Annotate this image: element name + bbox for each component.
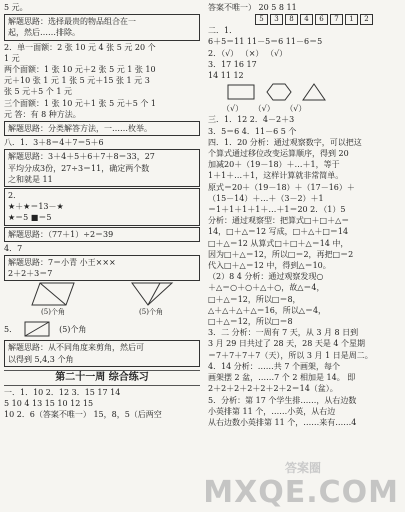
text-line: 1 元 [4,53,20,63]
text-line: 3．17 16 17 [208,59,257,69]
section-header [4,370,200,384]
number-box-row [208,13,402,25]
text-line: 2＋2＋2＋2＋2＋2＋2＝14（盆）。 [208,384,338,394]
right-column [208,2,402,428]
watermark-logo: MXQE.COM [203,475,399,510]
parallelogram-figure [30,281,76,307]
text-line: 二．1． [208,26,238,36]
solution-box [4,121,200,136]
figure-label: (5)个角 [139,308,163,317]
text-line: ★＋★＝13－★ [8,202,64,212]
figure-cut-parallelogram [30,281,76,317]
text-line: 三个面额：1 张 10 元＋1 张 5 元＋5 个 1 [4,98,156,108]
text-line: 10 2．6（答案不唯一） 15，8，5（后两空 [4,410,162,420]
text-line: 2．单一面额：2 张 10 元 4 张 5 元 20 个 [4,42,156,52]
figure-label: (5)个角 [59,324,87,334]
shape-row [226,81,402,103]
text-line: □＋△＝12，所以□＝8 [208,317,293,327]
text-line: 代入□＋△＝12 中，得到△＝10。 [208,261,331,271]
text-line: 14，□＋△＝12 写成，□＋△＋□＝14 [208,227,349,237]
text-line: 原式＝20＋（19－18）＋（17－16）＋ [208,182,355,192]
figure-number: 5． [4,324,18,334]
number-box: 5 [255,14,268,25]
number-box: 7 [330,14,343,25]
text-line: 一．1．10 2．12 3．15 17 14 [4,387,121,397]
text-line: 2＋2＋3＝7 [8,269,53,279]
number-box: 3 [270,14,283,25]
text-line: ★＝5 ■＝5 [8,213,52,223]
text-line: 1＋1＋…＋1，这样计算就非常简单。 [208,171,344,181]
text-line: 因为□＋△＝12，所以□＝2，再把□＝2 [208,249,354,259]
text-line: 三．1．12 2．4－2＋3 [208,115,295,125]
text-line: 平均分成3份，27÷3＝11，确定两个数 [8,163,150,173]
text-line: □＋△＝12 从算式□＋□＋△＝14 中， [208,238,349,248]
text-line: 5．分析：第 17 个学生排……，从右边数 [208,395,357,405]
solution-box [4,149,200,187]
text-line: 起，然后……排除。 [8,28,80,38]
text-line: 4．7 [4,243,23,253]
text-line: 3．5＝6 4．11－6 5 个 [208,126,297,136]
figure-cut-triangle [128,281,174,317]
text-line: 5 元。 [4,3,28,12]
number-box: 6 [315,14,328,25]
text-line: 个算式通过移位改变运算顺序，得到 20 [208,149,349,159]
text-line: 四．1．20 分析：通过观察数字，可以把这 [208,137,362,147]
figure-row [4,283,200,317]
text-line: ＝1＋1＋1＋1＋…＋1＝20 2．（1）5 [208,205,346,215]
text-line: 八．1．3＋8＝4＋7＝5＋6 [4,138,104,148]
text-line: 解题思路：（77＋1）÷2＝39 [8,229,114,239]
number-box: 8 [285,14,298,25]
text-line: 两个面额：1 张 10 元＋2 张 5 元 1 张 10 [4,65,156,75]
text-line: 以得到 5,4,3 个角 [8,354,74,364]
shape-marks [208,103,402,114]
solution-box [4,188,200,226]
rectangle-shape [226,82,256,102]
text-line: ＝7＋7＋7＋7（天），所以 3 月 1 日是周二。 [208,350,373,360]
text-line: ＋△＝○＋○＋△＋○，故△＝4， [208,283,325,293]
text-line: 6＋5＝11 11－5＝6 11－6＝5 [208,37,323,47]
figure-row-2 [4,319,200,339]
solution-box [4,14,200,40]
text-line: 解题思路：分类解答方法，一……枚举。 [8,124,152,134]
text-line: 2．（√） （×） （√） [208,48,288,58]
text-line: 画架摆 2 盆，……7 个 2 相加是 14。 即 [208,373,356,383]
number-box: 1 [345,14,358,25]
triangle-shape [302,82,326,102]
number-box: 4 [300,14,313,25]
text-line: △＋△＋△＋△＝16，所以△＝4， [208,305,327,315]
text-line: 解题思路：7＝小青 小王××× [8,258,116,268]
solution-box [4,340,200,366]
text-line: 元＋10 张 1 元 1 张 5 元＋15 张 1 元 3 [4,76,150,86]
text-line: 答案不唯一） 20 5 8 11 [208,3,297,12]
text-line: 解题思路：从不同角度来剪角，然后可 [8,343,144,353]
text-line: 张 5 元＋5 个 1 元 [4,87,72,97]
watermark-sub: 答案圈 [284,461,321,475]
check-mark: （√） [222,104,244,114]
check-mark: （√） [285,104,307,114]
text-line: 小英排第 11 个，……小英，从右边 [208,406,336,416]
square-figure [23,320,53,338]
left-column [4,2,200,420]
number-box: 2 [360,14,373,25]
text-line: 5 10 4 13 15 10 12 15 [4,399,94,409]
hexagon-shape [266,82,292,102]
text-line: 从右边数小英排第 11 个，……来有……4 [208,417,357,427]
text-line: 分析：通过观察型：把算式□＋□＋△＝ [208,216,350,226]
solution-box [4,255,200,281]
text-line: （2）8 4 分析：通过观察发现○ [208,272,324,282]
text-line: （15－14）＋…＋（3－2）＋1 [208,193,324,203]
text-line: 加减20＋（19－18）＋…＋1，等于 [208,160,340,170]
text-line: 3 月 29 日共过了 28 天，28 天是 4 个星期 [208,339,366,349]
text-line: 解题思路：选择最贵的物品组合在一 [8,17,136,27]
check-mark: （√） [253,104,275,114]
figure-label: (5)个角 [41,308,65,317]
text-line: 14 11 12 [208,71,244,81]
text-line: 4．14 分析：……共 7 个画架，每个 [208,361,340,371]
text-line: 之和就是 11 [8,174,53,184]
text-line: 元 答：有 8 种方法。 [4,109,81,119]
solution-box [4,227,200,242]
text-line: 解题思路：3＋4＋5＋6＋7＋8＝33，27 [8,152,155,162]
text-line-with-boxes [208,2,402,13]
text-line: 3．二 分析：一周有 7 天，从 3 月 8 日到 [208,328,359,338]
section-title: 第二十一周 综合练习 [4,370,200,386]
text-line: □＋△＝12，所以□＝8， [208,294,301,304]
triangle-figure [128,281,174,307]
text-line: 2． [8,191,22,201]
